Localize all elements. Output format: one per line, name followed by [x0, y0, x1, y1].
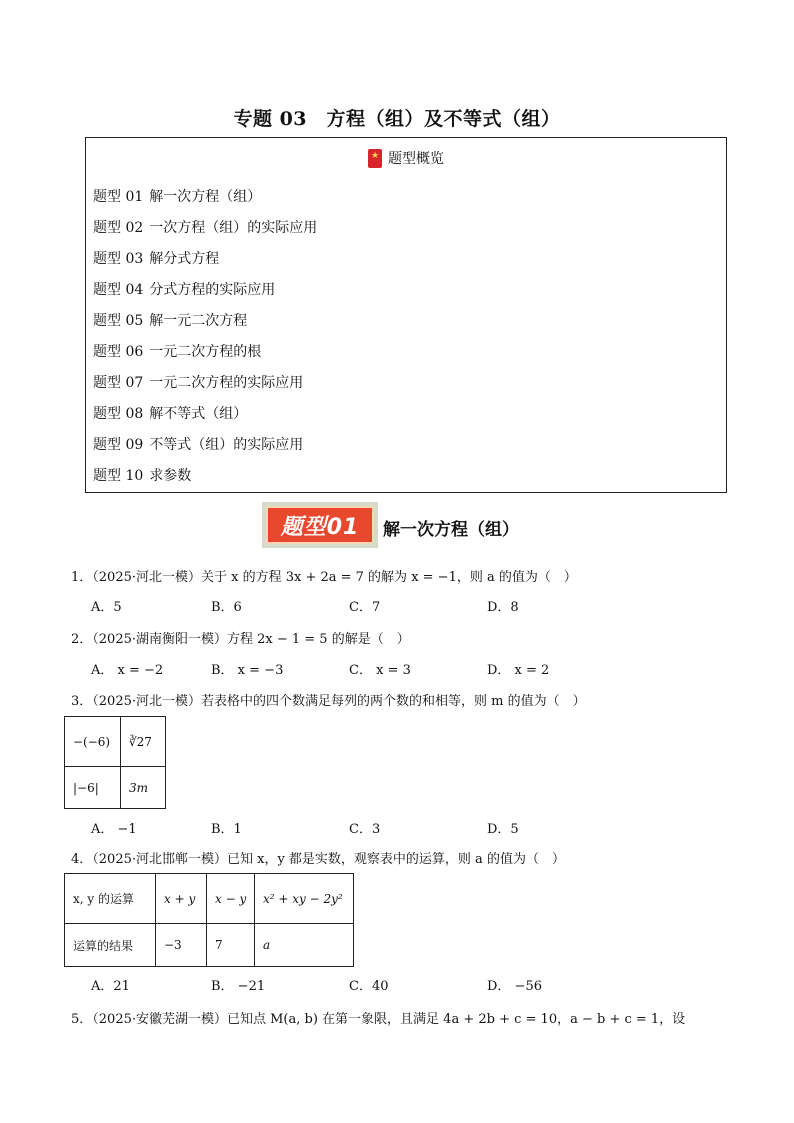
option-d: D． x = 2 [487, 663, 550, 678]
question-4-table [64, 873, 354, 967]
overview-item: 题型 02 一次方程（组）的实际应用 [93, 220, 318, 236]
table-cell: x, y 的运算 [65, 874, 156, 924]
book-icon: ★ [368, 149, 382, 168]
option-a: A． −1 [91, 822, 137, 837]
overview-heading: 题型概览 [388, 151, 444, 167]
overview-item: 题型 04 分式方程的实际应用 [93, 282, 276, 298]
table-cell: −3 [156, 924, 207, 967]
question-1-text: 1．（2025·河北一模）关于 x 的方程 3x + 2a = 7 的解为 x = −1，则 a 的值为（ ） [71, 570, 577, 585]
table-cell: a [255, 924, 354, 967]
option-a: A．21 [91, 979, 130, 994]
question-4-text: 4．（2025·河北邯郸一模）已知 x，y 都是实数，观察表中的运算，则 a 的值为（ ） [71, 852, 565, 867]
table-cell: x − y [207, 874, 255, 924]
overview-item: 题型 01 解一次方程（组） [93, 189, 262, 205]
overview-item: 题型 09 不等式（组）的实际应用 [93, 437, 304, 453]
option-b: B．1 [211, 822, 242, 837]
overview-item: 题型 07 一元二次方程的实际应用 [93, 375, 304, 391]
table-cell: ∛27 [121, 717, 166, 767]
table-cell: 3m [121, 767, 166, 809]
topic-overview-box [85, 137, 727, 493]
section-badge [262, 502, 378, 548]
table-cell: −(−6) [65, 717, 121, 767]
option-c: C．7 [349, 600, 381, 615]
section-title: 解一次方程（组） [383, 520, 519, 540]
question-3-text: 3．（2025·河北一模）若表格中的四个数满足每列的两个数的和相等，则 m 的值为（ ） [71, 694, 586, 709]
option-d: D．8 [487, 600, 519, 615]
option-b: B． −21 [211, 979, 266, 994]
question-3-options [91, 818, 651, 836]
question-2-options [91, 659, 651, 677]
option-a: A． x = −2 [91, 663, 164, 678]
page-title: 专题 03 方程（组）及不等式（组） [233, 108, 561, 130]
option-d: D． −56 [487, 979, 542, 994]
option-c: C．40 [349, 979, 389, 994]
option-c: C． x = 3 [349, 663, 411, 678]
overview-item: 题型 10 求参数 [93, 468, 192, 484]
overview-item: 题型 06 一元二次方程的根 [93, 344, 262, 360]
option-a: A．5 [91, 600, 122, 615]
table-cell: x² + xy − 2y² [255, 874, 354, 924]
table-cell: x + y [156, 874, 207, 924]
section-badge-label: 题型01 [266, 506, 374, 544]
question-2-text: 2．（2025·湖南衡阳一模）方程 2x − 1 = 5 的解是（ ） [71, 632, 410, 647]
overview-item: 题型 05 解一元二次方程 [93, 313, 248, 329]
table-cell: |−6| [65, 767, 121, 809]
overview-item: 题型 08 解不等式（组） [93, 406, 248, 422]
question-3-table [64, 716, 166, 809]
question-5-text: 5．（2025·安徽芜湖一模）已知点 M(a, b) 在第一象限，且满足 4a + 2b + c = 10，a − b + c = 1，设 [71, 1012, 686, 1027]
overview-list [93, 188, 317, 498]
table-cell: 运算的结果 [65, 924, 156, 967]
overview-header [86, 148, 726, 168]
option-b: B．6 [211, 600, 242, 615]
option-d: D．5 [487, 822, 519, 837]
option-b: B． x = −3 [211, 663, 284, 678]
table-cell: 7 [207, 924, 255, 967]
overview-item: 题型 03 解分式方程 [93, 251, 220, 267]
option-c: C．3 [349, 822, 381, 837]
question-1-options [91, 596, 651, 614]
question-4-options [91, 975, 651, 993]
